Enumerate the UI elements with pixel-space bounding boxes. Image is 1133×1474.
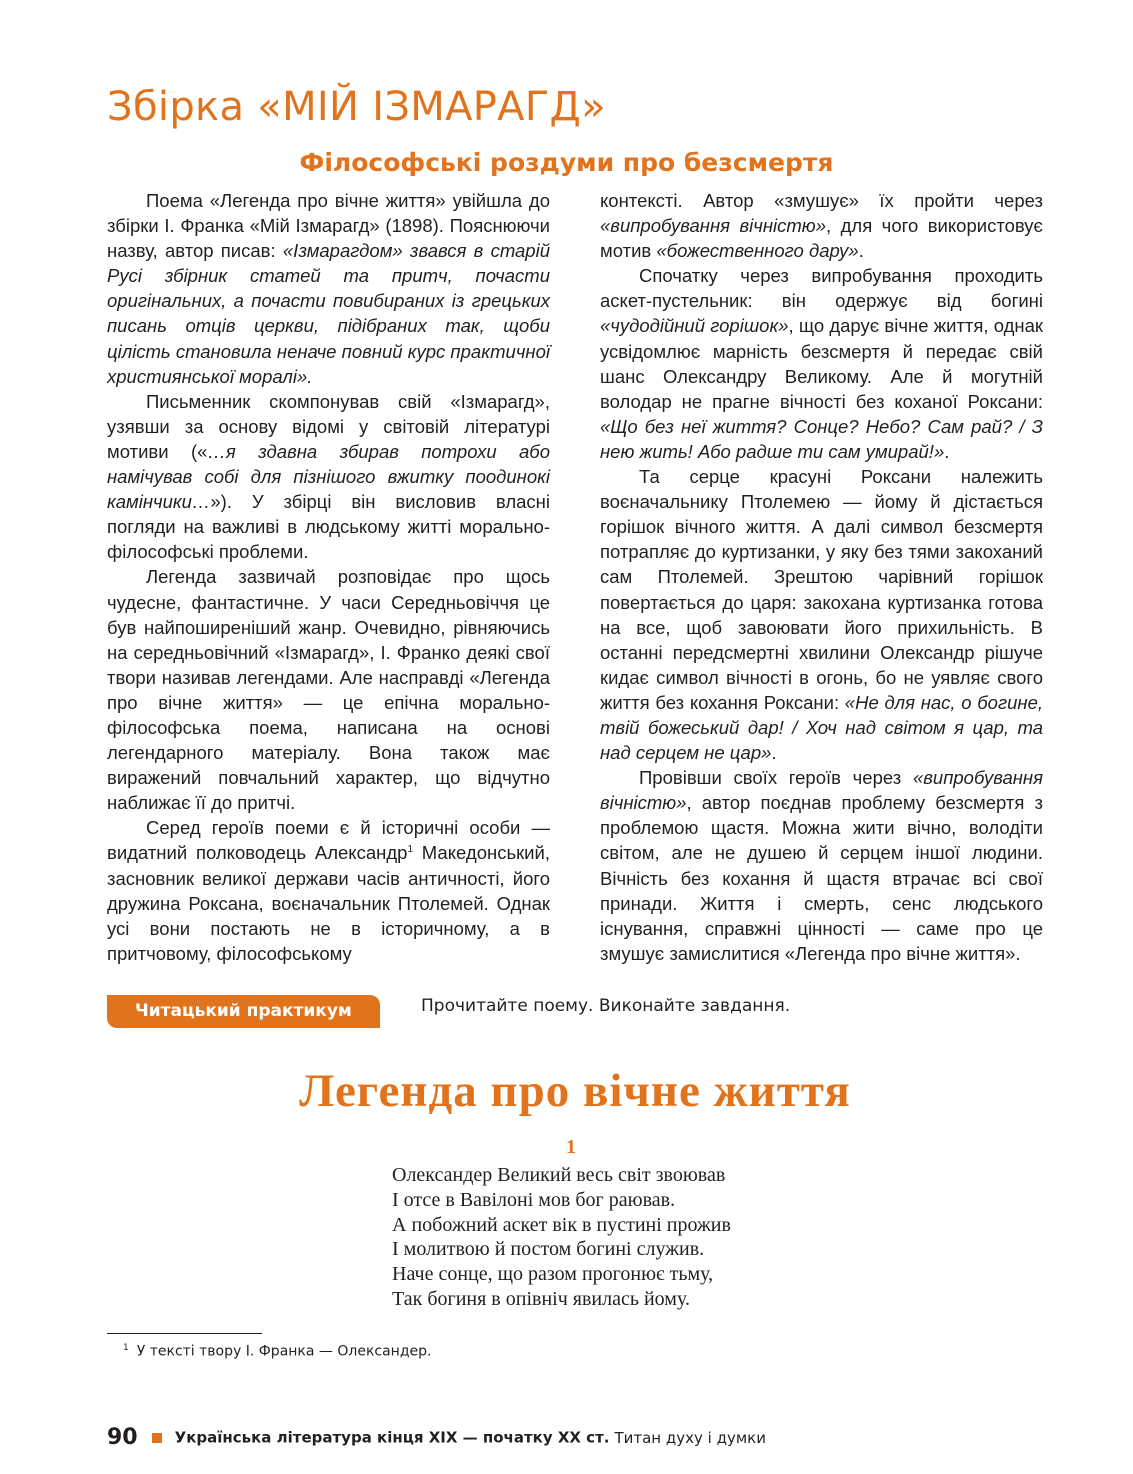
paragraph-text: . (771, 742, 777, 764)
footnote-text: У тексті твору І. Франка — Олександер. (136, 1343, 432, 1360)
paragraph (600, 765, 1043, 966)
paragraph (600, 464, 1043, 765)
paragraph (107, 389, 550, 565)
paragraph-text: Спочатку через випробування проходить аскет-пустельник: він одержує від богині (600, 265, 1043, 312)
paragraph-text: Та серце красуні Роксани належить воєначальнику Птолемею — йому й дістається горішок вічного життя. А далі символ безсмертя потрапляє до куртизанки, у яку без тями закоханий сам Птолемей. Зрештою чарівний горішок повертається до царя: закохана куртизанка готова на все, щоб завоювати його прихильність. В останні передсмертні хвилини Олександр рішуче кидає символ вічності в огонь, бо не уявляє свого життя без кохання Роксани: (600, 466, 1043, 713)
poem-line: Олександер Великий весь світ звоював (392, 1164, 726, 1186)
paragraph (600, 188, 1043, 263)
paragraph-text: Серед героїв поеми є й історичні особи — видатний полководець Александр (107, 817, 550, 864)
footnote-number: 1 (123, 1343, 129, 1353)
poem-line: І отсе в Вавілоні мов бог раював. (392, 1188, 676, 1211)
stanza-number: 1 (566, 1136, 576, 1158)
paragraph (107, 815, 550, 966)
footer-section-title: Титан духу і думки (614, 1428, 766, 1447)
quote: «випробування вічністю» (600, 215, 826, 237)
quote: «Ізмарагдом» звався в старій Русі збірник статей та притч, почасти оригінальних, а почасти повибираних із грецьких писань отців церкви, підібраних так, щоби цілість становила неначе повний курс практичної християнської моралі». (107, 240, 550, 387)
poem-line: І молитвою й постом богині служив. (392, 1238, 705, 1261)
footer-book-title: Українська література кінця ХІХ — початку ХХ ст. (174, 1428, 610, 1447)
paragraph-text: Македонський, засновник великої держави часів античності, його дружина Роксана, воєначальник Птолемей. Однак усі вони постають не в історичному, а в притчовому, філософському (107, 842, 550, 964)
poem-line: Наче сонце, що разом прогонює тьму, (392, 1263, 714, 1286)
page-footer (107, 1425, 766, 1450)
paragraph (600, 263, 1043, 464)
paragraph (107, 188, 550, 389)
paragraph-text: Провівши своїх героїв через (639, 767, 913, 789)
footnote-marker: 1 (407, 844, 414, 856)
paragraph-text: Легенда зазвичай розповідає про щось чудесне, фантастичне. У часи Середньовіччя це був найпоширеніший жанр. Очевидно, рівняючись на середньовічний «Ізмарагд», І. Франко деякі свої твори називав легендами. Але насправді «Легенда про вічне життя» — це епічна морально-філософська поема, написана на основі легендарного матеріалу. Вона також має виражений повчальний характер, що відчутно наближає її до притчі. (107, 566, 550, 814)
paragraph-text: Письменник скомпонував свій «Ізмарагд», узявши за основу відомі у світовій літературі мотиви (« (107, 390, 550, 462)
poem-line: Так богиня в опівніч явилась йому. (392, 1287, 690, 1310)
paragraph-text: . (858, 240, 864, 262)
paragraph-text: Поема «Легенда про вічне життя» увійшла до збірки І. Франка «Мій Ізмарагд» (1898). Пояснюючи назву, автор писав: (107, 190, 550, 262)
paragraph-text: контексті. Автор «змушує» їх пройти через (600, 190, 1043, 211)
paragraph-text: , для чого використовує мотив (600, 215, 1043, 262)
paragraph-text: . (944, 440, 950, 462)
paragraph-text: , що дарує вічне життя, однак усвідомлює марність безсмертя й передає свій шанс Олександру Великому. Але й могутній володар не прагне вічності без коханої Роксани: (600, 315, 1043, 412)
section-title: Філософські роздуми про безсмертя (299, 148, 834, 177)
paragraph (107, 564, 550, 815)
quote: «чудодійний горішок» (600, 315, 789, 337)
quote: «Що без неї життя? Сонце? Небо? Сам рай? / З нею жить! Або радше ти сам умирай!» (600, 415, 1043, 462)
poem-line: А побожний аскет вік в пустині прожив (392, 1213, 731, 1236)
square-bullet-icon (152, 1433, 162, 1443)
paragraph-text: , автор поєднав проблему безсмертя з проблемою щастя. Можна жити вічно, володіти світом, але не душею й серцем іншої людини. Вічність без кохання й щастя втрачає всі свої принади. Життя і смерть, сенс людського існування, справжні цінності — саме про це змушує замислитися «Легенда про вічне життя». (600, 792, 1043, 964)
quote: «божественного дару» (656, 240, 859, 262)
quote: …я здавна збирав потрохи або намічував собі для пізнішого вжитку поодинокі камінчики… (107, 440, 550, 513)
quote: «випробування вічністю» (600, 767, 1043, 814)
page-title: Збірка «МІЙ ІЗМАРАГД» (107, 84, 606, 130)
practicum-task: Прочитайте поему. Виконайте завдання. (421, 996, 791, 1016)
paragraph-text: »). У збірці він висловив власні погляди на важливі в людському житті морально-філософські проблеми. (107, 491, 550, 563)
footnote (123, 1343, 431, 1360)
poem-title: Легенда про вічне життя (299, 1065, 851, 1117)
text-column-right (600, 188, 1043, 966)
quote: «Не для нас, о богине, твій божеський дар! / Хоч над світом я цар, та над серцем не цар» (600, 691, 1043, 764)
footnote-divider (107, 1333, 262, 1334)
text-column-left (107, 188, 550, 966)
page-number: 90 (107, 1425, 138, 1450)
reader-practicum-badge: Читацький практикум (107, 995, 380, 1028)
poem-stanza (392, 1163, 731, 1312)
